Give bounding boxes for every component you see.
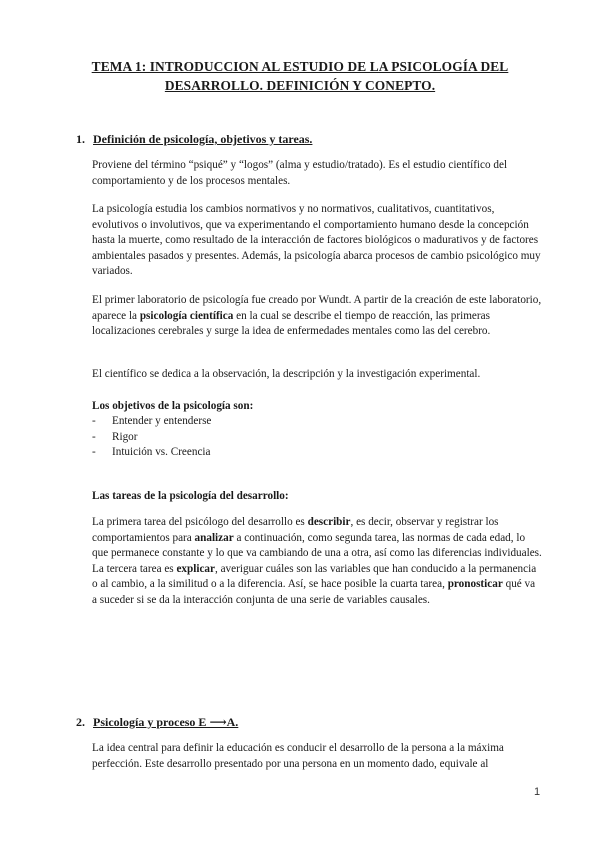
list-item [92,445,211,461]
document-title [70,57,530,95]
tasks-bold-pronosticar: pronosticar [447,578,503,591]
tasks-text: , averiguar cuáles son las variables que han conducido a la permanencia o al cambio, a la similitud o a la diferencia. Así, se hace posible la cuarta tarea, [92,562,537,591]
section-1-heading-text: Definición de psicología, objetivos y tareas. [93,132,313,146]
section-2-heading [76,714,238,730]
paragraph-tasks [92,515,542,609]
section-1-number: 1. [76,132,85,146]
list-item-text: Intuición vs. Creencia [112,446,211,459]
objectives-heading: Los objetivos de la psicología son: [92,400,254,412]
tasks-bold-describir: describir [307,516,351,528]
paragraph-scientist: El científico se dedica a la observación, la descripción y la investigación experimental. [92,368,481,380]
tasks-text: qué va a suceder si se da la interacción conjunta de una serie de variables causales. [92,578,536,606]
list-item [92,430,211,446]
paragraph-origin: Proviene del término “psiqué” y “logos” (alma y estudio/tratado). Es el estudio científico del comportamiento y de los procesos mentales. [92,159,508,187]
bullet-dash: - [92,446,96,459]
tasks-heading: Las tareas de la psicología del desarrollo: [92,490,289,502]
tasks-bold-analizar: analizar [194,531,234,544]
lab-text-2: en la cual se describe el tiempo de reacción, las primeras localizaciones cerebrales y surge la idea de enfermedades mentales como las del cerebro. [92,309,491,338]
paragraph-changes: La psicología estudia los cambios normativos y no normativos, cualitativos, cuantitativos, evolutivos o involutivos, que va experimentando el comportamiento humano desde la concepción hasta la muerte, como resultado de la interacción de factores biológicos o madurativos y de factores ambientales pasados y presentes. Además, la psicología abarca procesos de cambio psicológico muy variados. [92,203,541,278]
tasks-text: La primera tarea del psicólogo del desarrollo es [92,516,308,528]
page-number: 1 [534,786,541,798]
section-1-heading [76,131,312,147]
section-2-heading-text: Psicología y proceso E ⟶A. [93,715,239,729]
title-line-2: DESARROLLO. DEFINICIÓN Y CONEPTO. [164,78,436,93]
list-item-text: Rigor [112,430,138,443]
tasks-text: , es decir, observar y registrar los comportamientos para [92,516,499,544]
list-item-text: Entender y entenderse [112,415,212,427]
tasks-bold-explicar: explicar [176,562,215,575]
lab-text-1: El primer laboratorio de psicología fue creado por Wundt. A partir de la creación de este laboratorio, aparece la [92,294,542,322]
lab-text-bold: psicología científica [139,309,234,322]
bullet-dash: - [92,430,96,443]
objectives-list [92,414,211,461]
paragraph-education: La idea central para definir la educación es conducir el desarrollo de la persona a la máxima perfección. Este desarrollo presentado por una persona en un momento dado, equivale al [92,742,504,770]
section-2-number: 2. [76,715,85,729]
title-line-1: TEMA 1: INTRODUCCION AL ESTUDIO DE LA PSICOLOGÍA DEL [91,59,509,74]
bullet-dash: - [92,415,96,427]
tasks-text: a continuación, como segunda tarea, las normas de cada edad, lo que permanece constante y lo que va cambiando de una a otra, así como las diferencias individuales. La tercera tarea es [92,531,542,575]
list-item [92,414,211,430]
paragraph-laboratory [92,293,542,340]
